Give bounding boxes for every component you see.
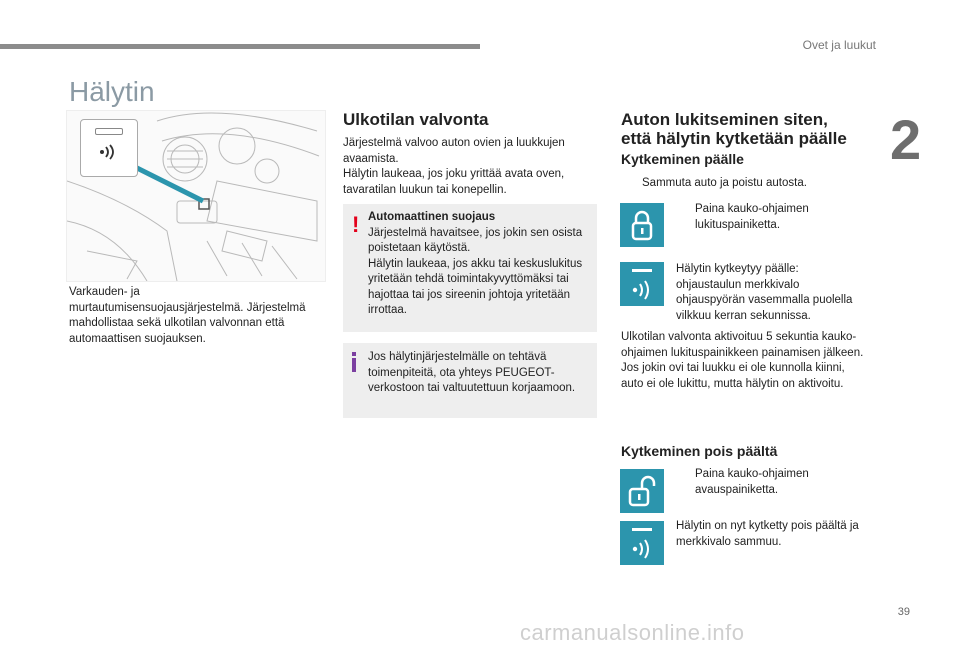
alarm-indicator-tile — [620, 262, 664, 306]
warning-line: Hälytin laukeaa, jos akku tai keskuslukitus — [368, 257, 583, 270]
result-line: vilkkuu kerran sekunnissa. — [676, 309, 811, 322]
header-rule — [0, 44, 480, 49]
button-slot — [95, 128, 123, 135]
alarm-waves-icon — [620, 521, 664, 565]
heading-switch-on: Kytkeminen päälle — [621, 151, 744, 167]
warning-line: yritetään tehdä toimintakyvyttömäksi tai — [368, 273, 569, 285]
note-line: ohjaimen lukituspainikkeen painamisen jälkeen. — [621, 346, 864, 359]
warning-line: poistetaan käytöstä. — [368, 242, 471, 254]
step-line: Paina kauko-ohjaimen — [695, 203, 809, 215]
body-line: tavaratilan luukun tai konepellin. — [343, 183, 507, 196]
caption-line: murtautumisensuojausjärjestelmä. Järjestelmä — [69, 301, 306, 314]
padlock-open-icon — [620, 469, 664, 513]
result-line: merkkivalo sammuu. — [676, 535, 782, 548]
step-line: lukituspainiketta. — [695, 218, 781, 231]
section-name: Ovet ja luukut — [802, 38, 876, 52]
alarm-indicator-tile — [620, 521, 664, 565]
note-line: Ulkotilan valvonta aktivoituu 5 sekuntia kauko- — [621, 331, 857, 343]
warning-title: Automaattinen suojaus — [368, 211, 496, 223]
chapter-number: 2 — [890, 108, 922, 171]
lock-button-tile — [620, 203, 664, 247]
step-line: Paina kauko-ohjaimen — [695, 468, 809, 480]
body-line: avaamista. — [343, 152, 399, 165]
caption-line: automaattisen suojauksen. — [69, 332, 206, 345]
info-line: verkostoon tai valtuutettuun korjaamoon. — [368, 382, 576, 394]
watermark: carmanualsonline.info — [520, 620, 745, 645]
body-line: Järjestelmä valvoo auton ovien ja luukkujen — [343, 137, 565, 149]
warning-line: irrottaa. — [368, 304, 407, 316]
activation-note — [621, 330, 881, 392]
heading-line: Auton lukitseminen siten, — [621, 110, 828, 129]
note-line: auto ei ole lukittu, mutta hälytin on aktivoitu. — [621, 377, 844, 390]
heading-line: että hälytin kytketään päälle — [621, 129, 847, 148]
warning-text — [368, 210, 594, 319]
step-press-unlock — [695, 467, 809, 498]
alarm-waves-icon — [96, 142, 120, 162]
info-line: toimenpiteitä, ota yhteys PEUGEOT- — [368, 366, 555, 379]
alarm-waves-icon — [620, 262, 664, 306]
caption-line: mahdollistaa sekä ulkotilan valvonnan että — [69, 317, 285, 329]
step-line: avauspainiketta. — [695, 483, 779, 496]
alarm-button-callout — [80, 119, 138, 177]
caption-line: Varkauden- ja — [69, 286, 140, 298]
step-turn-off-car: Sammuta auto ja poistu autosta. — [642, 177, 807, 189]
heading-outside-monitoring: Ulkotilan valvonta — [343, 110, 489, 129]
heading-switch-off: Kytkeminen pois päältä — [621, 443, 778, 459]
warning-line: hajottaa tai jos sireenin johtoja yritetään — [368, 288, 571, 301]
note-line: Jos jokin ovi tai luukku ei ole kunnolla kiinni, — [621, 362, 845, 374]
alarm-on-result — [676, 262, 852, 324]
page-number: 39 — [897, 606, 910, 618]
info-line: Jos hälytinjärjestelmälle on tehtävä — [368, 351, 547, 363]
left-caption — [69, 285, 331, 347]
result-line: Hälytin kytkeytyy päälle: — [676, 263, 799, 275]
unlock-button-tile — [620, 469, 664, 513]
alarm-off-result — [676, 519, 859, 550]
result-line: Hälytin on nyt kytketty pois päältä ja — [676, 520, 859, 532]
result-line: ohjaustaulun merkkivalo — [676, 278, 800, 291]
info-i-icon — [351, 352, 357, 372]
page-title: Hälytin — [69, 76, 155, 107]
body-line: Hälytin laukeaa, jos joku yrittää avata oven, — [343, 168, 565, 180]
step-press-lock — [695, 202, 809, 233]
warning-exclamation-icon: ! — [352, 212, 360, 237]
warning-line: Järjestelmä havaitsee, jos jokin sen osista — [368, 226, 583, 239]
heading-locking-with-alarm — [621, 110, 891, 148]
result-line: ohjauspyörän vasemmalla puolella — [676, 294, 853, 306]
padlock-closed-icon — [620, 203, 664, 247]
info-text — [368, 350, 594, 397]
outside-monitoring-text — [343, 136, 597, 198]
